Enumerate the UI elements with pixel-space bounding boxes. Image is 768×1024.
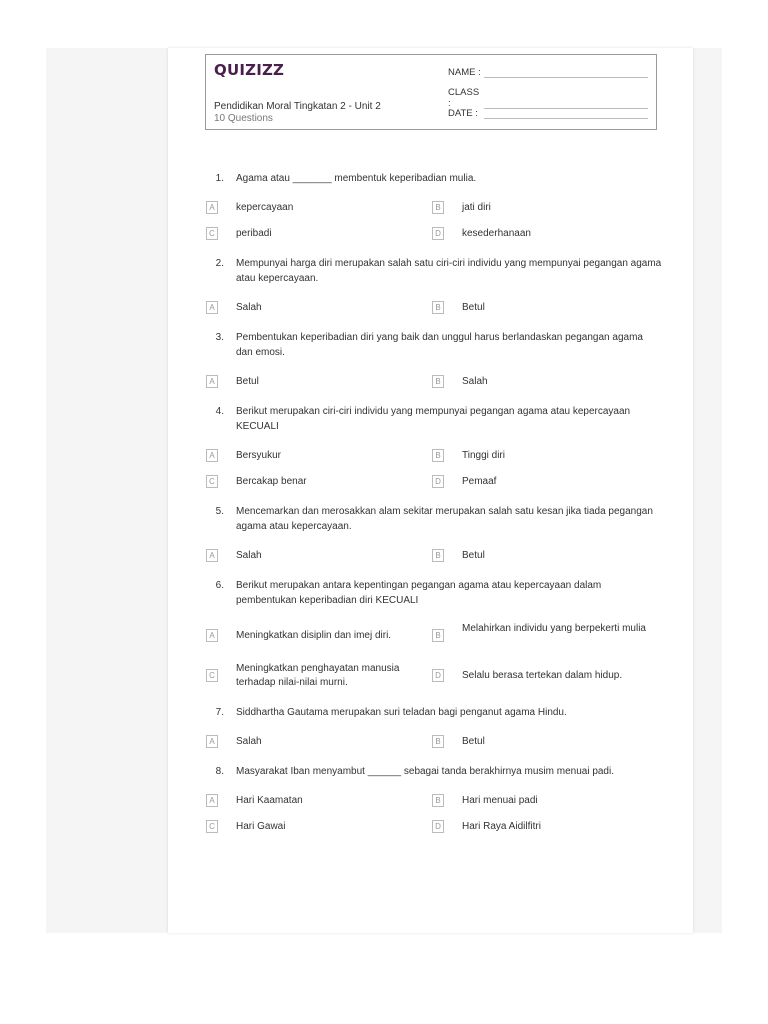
option-letter-box: C: [206, 227, 218, 240]
class-label: CLASS :: [448, 87, 480, 109]
option-text: Salah: [236, 550, 262, 561]
question-number: 4.: [215, 406, 224, 417]
worksheet-page: [168, 48, 693, 933]
question-number: 7.: [215, 707, 224, 718]
question-text: Berikut merupakan antara kepentingan pegangan agama atau kepercayaan dalam pembentukan keperibadian diri KECUALI: [236, 580, 602, 606]
option-letter-box: C: [206, 475, 218, 488]
option-text: Meningkatkan disiplin dan imej diri.: [236, 630, 392, 641]
option-text: Betul: [462, 550, 485, 561]
worksheet-header: [205, 54, 657, 130]
question-number: 6.: [215, 580, 224, 591]
class-field: [448, 87, 648, 109]
date-field: [448, 108, 648, 119]
option-letter-box: C: [206, 669, 218, 682]
option-letter-box: B: [432, 794, 444, 807]
date-line: [484, 108, 648, 119]
question-text: Mencemarkan dan merosakkan alam sekitar merupakan salah satu kesan jika tiada pegangan agama atau kepercayaan.: [236, 506, 653, 532]
option-text: Betul: [236, 376, 259, 387]
option-letter-box: B: [432, 629, 444, 642]
option-text: Salah: [462, 376, 488, 387]
option-text: Meningkatkan penghayatan manusia terhadap nilai-nilai murni.: [236, 663, 400, 688]
option-text: Betul: [462, 736, 485, 747]
option-text: Hari Gawai: [236, 821, 286, 832]
option-text: Hari Raya Aidilfitri: [462, 821, 541, 832]
date-label: DATE :: [448, 108, 478, 119]
option-letter-box: A: [206, 735, 218, 748]
option-letter-box: A: [206, 375, 218, 388]
option-text: Bercakap benar: [236, 476, 307, 487]
option-letter-box: A: [206, 794, 218, 807]
option-letter-box: B: [432, 301, 444, 314]
option-letter-box: D: [432, 669, 444, 682]
option-letter-box: A: [206, 629, 218, 642]
option-text: Tinggi diri: [462, 450, 505, 461]
question-text: Mempunyai harga diri merupakan salah satu ciri-ciri individu yang mempunyai pegangan agama atau kepercayaan.: [236, 258, 662, 284]
option-text: Pemaaf: [462, 476, 497, 487]
quiz-title: Pendidikan Moral Tingkatan 2 - Unit 2: [214, 101, 381, 112]
name-label: NAME :: [448, 67, 481, 78]
question-number: 5.: [215, 506, 224, 517]
question-count: 10 Questions: [214, 113, 273, 124]
option-letter-box: B: [432, 201, 444, 214]
option-text: Salah: [236, 302, 262, 313]
option-letter-box: B: [432, 549, 444, 562]
question-text: Pembentukan keperibadian diri yang baik dan unggul harus berlandaskan pegangan agama dan emosi.: [236, 332, 643, 358]
option-text: Hari Kaamatan: [236, 795, 303, 806]
option-text: Bersyukur: [236, 450, 282, 461]
option-text: Betul: [462, 302, 485, 313]
question-number: 1.: [215, 173, 224, 184]
option-text: peribadi: [236, 228, 272, 239]
option-letter-box: A: [206, 301, 218, 314]
question-number: 2.: [215, 258, 224, 269]
option-letter-box: A: [206, 449, 218, 462]
option-letter-box: D: [432, 475, 444, 488]
quizizz-logo: QUIZIZZ: [214, 61, 285, 79]
question-text: Masyarakat Iban menyambut ______ sebagai tanda berakhirnya musim menuai padi.: [236, 766, 614, 777]
question-number: 3.: [215, 332, 224, 343]
option-text: Selalu berasa tertekan dalam hidup.: [462, 670, 623, 681]
question-number: 8.: [215, 766, 224, 777]
option-letter-box: D: [432, 820, 444, 833]
option-text: Melahirkan individu yang berpekerti mulia: [462, 623, 646, 634]
option-letter-box: A: [206, 549, 218, 562]
name-line: [484, 67, 648, 78]
option-letter-box: C: [206, 820, 218, 833]
question-text: Berikut merupakan ciri-ciri individu yang mempunyai pegangan agama atau kepercayaan KECUALI: [236, 406, 631, 432]
option-text: kesederhanaan: [462, 228, 531, 239]
option-letter-box: B: [432, 735, 444, 748]
option-letter-box: A: [206, 201, 218, 214]
option-text: jati diri: [462, 202, 491, 213]
option-text: Salah: [236, 736, 262, 747]
option-text: Hari menuai padi: [462, 795, 538, 806]
option-text: kepercayaan: [236, 202, 294, 213]
option-letter-box: B: [432, 375, 444, 388]
question-text: Agama atau _______ membentuk keperibadian mulia.: [236, 173, 477, 184]
question-text: Siddhartha Gautama merupakan suri teladan bagi penganut agama Hindu.: [236, 707, 567, 718]
option-letter-box: D: [432, 227, 444, 240]
option-letter-box: B: [432, 449, 444, 462]
name-field: [448, 67, 648, 78]
